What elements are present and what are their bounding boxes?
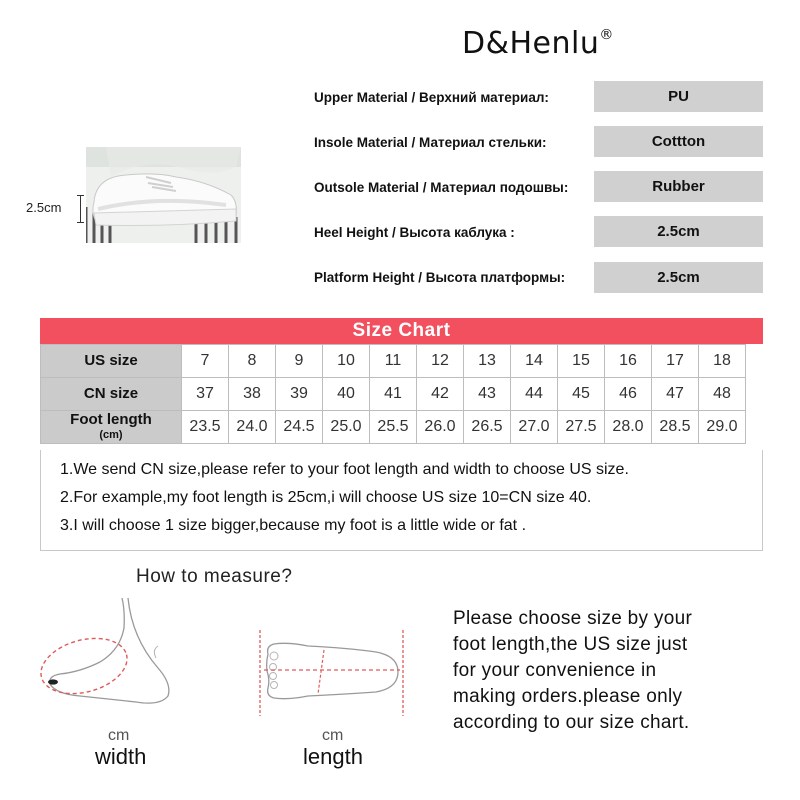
size-advice-text — [453, 606, 753, 736]
cn-size-cell: 43 — [464, 378, 511, 411]
foot-length-cell: 26.5 — [464, 411, 511, 444]
sneaker-image — [86, 147, 241, 243]
us-size-cell: 15 — [558, 345, 605, 378]
size-chart-table — [40, 344, 746, 444]
size-note-1: 1.We send CN size,please refer to your foot length and width to choose US size. — [60, 461, 629, 478]
material-value-outsole: Rubber — [594, 171, 763, 202]
us-size-cell: 17 — [652, 345, 699, 378]
us-size-cell: 12 — [417, 345, 464, 378]
us-size-cell: 18 — [699, 345, 746, 378]
foot-length-cell: 28.5 — [652, 411, 699, 444]
foot-length-unit: (cm) — [99, 428, 123, 441]
brand-logo — [462, 26, 614, 61]
height-dimension-label: 2.5cm — [26, 200, 62, 215]
foot-length-cell: 27.5 — [558, 411, 605, 444]
cn-size-cell: 42 — [417, 378, 464, 411]
us-size-cell: 7 — [182, 345, 229, 378]
us-size-header: US size — [41, 345, 182, 378]
height-dimension-marker — [80, 195, 81, 223]
cn-size-cell: 40 — [323, 378, 370, 411]
foot-length-illustration — [258, 628, 408, 718]
us-size-cell: 13 — [464, 345, 511, 378]
advice-line: Please choose size by your — [453, 608, 693, 629]
cn-size-header: CN size — [41, 378, 182, 411]
us-size-cell: 16 — [605, 345, 652, 378]
product-photo — [86, 147, 241, 243]
material-label-platform: Platform Height / Высота платформы: — [314, 270, 566, 285]
length-caption: length — [303, 744, 363, 769]
cn-size-row — [41, 378, 746, 411]
brand-name: D&Henlu — [462, 26, 600, 61]
foot-length-cell: 23.5 — [182, 411, 229, 444]
material-label-upper: Upper Material / Верхний материал: — [314, 90, 549, 105]
us-size-cell: 8 — [229, 345, 276, 378]
foot-length-cell: 29.0 — [699, 411, 746, 444]
material-label-outsole: Outsole Material / Материал подошвы: — [314, 180, 569, 195]
width-unit: cm — [108, 727, 130, 744]
cn-size-cell: 46 — [605, 378, 652, 411]
size-chart-title: Size Chart — [40, 318, 763, 344]
cn-size-cell: 37 — [182, 378, 229, 411]
size-note-2: 2.For example,my foot length is 25cm,i will choose US size 10=CN size 40. — [60, 489, 592, 506]
registered-mark: ® — [599, 27, 614, 43]
foot-length-header — [41, 411, 182, 444]
foot-length-cell: 28.0 — [605, 411, 652, 444]
cn-size-cell: 45 — [558, 378, 605, 411]
material-value-heel: 2.5cm — [594, 216, 763, 247]
width-caption: width — [95, 744, 147, 769]
material-value-upper: PU — [594, 81, 763, 112]
size-note-3: 3.I will choose 1 size bigger,because my foot is a little wide or fat . — [60, 517, 527, 534]
cn-size-cell: 39 — [276, 378, 323, 411]
how-to-measure-title: How to measure? — [136, 566, 293, 587]
foot-length-cell: 24.0 — [229, 411, 276, 444]
advice-line: according to our size chart. — [453, 712, 690, 733]
foot-length-cell: 27.0 — [511, 411, 558, 444]
us-size-cell: 11 — [370, 345, 417, 378]
cn-size-cell: 41 — [370, 378, 417, 411]
cn-size-cell: 44 — [511, 378, 558, 411]
material-value-insole: Cottton — [594, 126, 763, 157]
foot-length-cell: 26.0 — [417, 411, 464, 444]
cn-size-cell: 47 — [652, 378, 699, 411]
length-unit: cm — [322, 727, 344, 744]
advice-line: foot length,the US size just — [453, 634, 688, 655]
advice-line: for your convenience in — [453, 660, 657, 681]
material-value-platform: 2.5cm — [594, 262, 763, 293]
cn-size-cell: 48 — [699, 378, 746, 411]
us-size-cell: 9 — [276, 345, 323, 378]
foot-length-cell: 24.5 — [276, 411, 323, 444]
foot-width-illustration — [40, 598, 200, 713]
advice-line: making orders.please only — [453, 686, 683, 707]
foot-length-cell: 25.0 — [323, 411, 370, 444]
material-label-heel: Heel Height / Высота каблука : — [314, 225, 515, 240]
us-size-row — [41, 345, 746, 378]
us-size-cell: 14 — [511, 345, 558, 378]
cn-size-cell: 38 — [229, 378, 276, 411]
us-size-cell: 10 — [323, 345, 370, 378]
foot-length-cell: 25.5 — [370, 411, 417, 444]
foot-length-row — [41, 411, 746, 444]
foot-length-label: Foot length — [70, 410, 152, 428]
material-label-insole: Insole Material / Материал стельки: — [314, 135, 547, 150]
